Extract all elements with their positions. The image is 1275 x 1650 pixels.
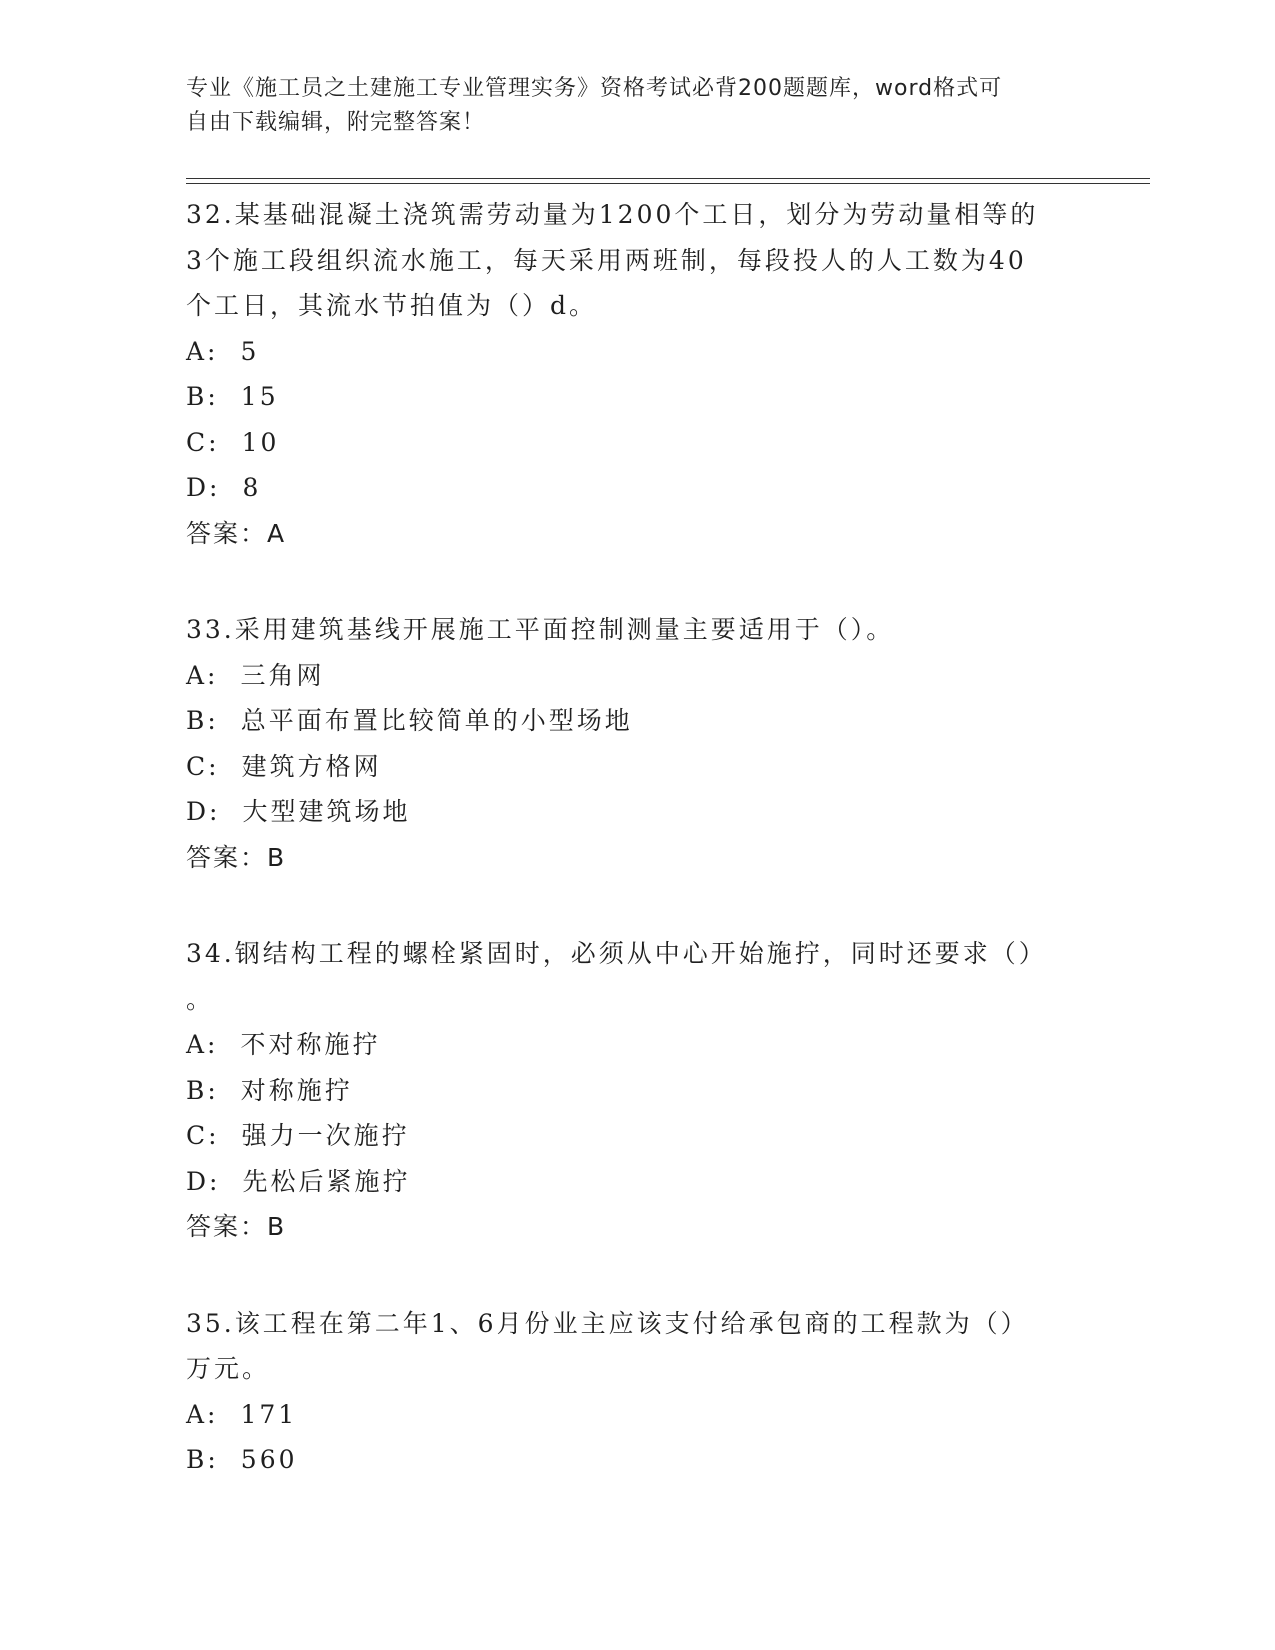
question-stem-line: 3个施工段组织流水施工，每天采用两班制，每段投人的人工数为40 [186, 245, 1027, 275]
option-letter: C: [186, 427, 220, 457]
option-text: 强力一次施拧 [241, 1121, 410, 1150]
option-a [186, 1022, 1066, 1068]
option-text: 建筑方格网 [241, 751, 382, 781]
question-item [186, 607, 1066, 880]
question-stem [186, 931, 1066, 1022]
option-text: 560 [240, 1445, 298, 1474]
question-stem-line: 35.该工程在第二年1、6月份业主应该支付给承包商的工程款为（） [186, 1308, 1029, 1338]
option-text: 5 [240, 336, 260, 366]
answer-line: 答案：B [186, 842, 287, 872]
option-letter: D: [186, 797, 221, 826]
question-stem [186, 192, 1066, 329]
question-stem-line: 。 [186, 984, 215, 1014]
answer-line: 答案：A [186, 518, 287, 548]
option-b [186, 1068, 1066, 1114]
option-b [186, 1437, 1066, 1483]
option-letter: B: [186, 1075, 219, 1105]
option-letter: B: [186, 382, 219, 411]
question-item [186, 931, 1066, 1250]
answer-line: 答案：B [186, 1212, 287, 1241]
option-text: 8 [242, 473, 262, 502]
option-text: 总平面布置比较简单的小型场地 [240, 706, 633, 735]
question-stem [186, 1301, 1066, 1392]
document-header [186, 72, 1066, 140]
option-text: 171 [240, 1399, 298, 1429]
option-letter: A: [186, 660, 219, 690]
option-text: 三角网 [240, 660, 325, 690]
question-stem-line: 33.采用建筑基线开展施工平面控制测量主要适用于（）。 [186, 615, 895, 644]
option-text: 先松后紧施拧 [242, 1166, 411, 1196]
header-line: 自由下载编辑，附完整答案！ [186, 110, 486, 135]
option-text: 15 [240, 382, 279, 411]
option-c [186, 420, 1066, 466]
question-list [186, 192, 1066, 1534]
question-stem [186, 607, 1066, 653]
option-b [186, 374, 1066, 420]
option-a [186, 329, 1066, 375]
option-letter: C: [186, 1121, 220, 1150]
option-letter: A: [186, 1399, 219, 1429]
option-letter: B: [186, 706, 219, 735]
header-line: 专业《施工员之土建施工专业管理实务》资格考试必背200题题库，word格式可 [186, 76, 1003, 101]
header-divider-bottom [186, 183, 1150, 184]
option-letter: D: [186, 473, 221, 502]
option-b [186, 698, 1066, 744]
option-d [186, 789, 1066, 835]
option-text: 10 [241, 427, 280, 457]
question-item [186, 1301, 1066, 1483]
option-letter: D: [186, 1166, 221, 1196]
option-c [186, 1113, 1066, 1159]
header-divider-top [186, 178, 1150, 179]
option-d [186, 465, 1066, 511]
option-text: 不对称施拧 [240, 1030, 381, 1059]
option-a [186, 653, 1066, 699]
question-stem-line: 34.钢结构工程的螺栓紧固时，必须从中心开始施拧，同时还要求（） [186, 939, 1047, 968]
question-stem-line: 个工日，其流水节拍值为（）d。 [186, 291, 598, 320]
option-text: 对称施拧 [240, 1075, 353, 1105]
option-d [186, 1159, 1066, 1205]
question-item [186, 192, 1066, 556]
question-stem-line: 万元。 [186, 1354, 271, 1383]
option-letter: A: [186, 1030, 219, 1059]
option-a [186, 1392, 1066, 1438]
option-letter: C: [186, 751, 220, 781]
question-stem-line: 32.某基础混凝土浇筑需劳动量为1200个工日，划分为劳动量相等的 [186, 200, 1039, 229]
option-text: 大型建筑场地 [242, 797, 411, 826]
option-c [186, 744, 1066, 790]
option-letter: A: [186, 336, 219, 366]
option-letter: B: [186, 1445, 219, 1474]
